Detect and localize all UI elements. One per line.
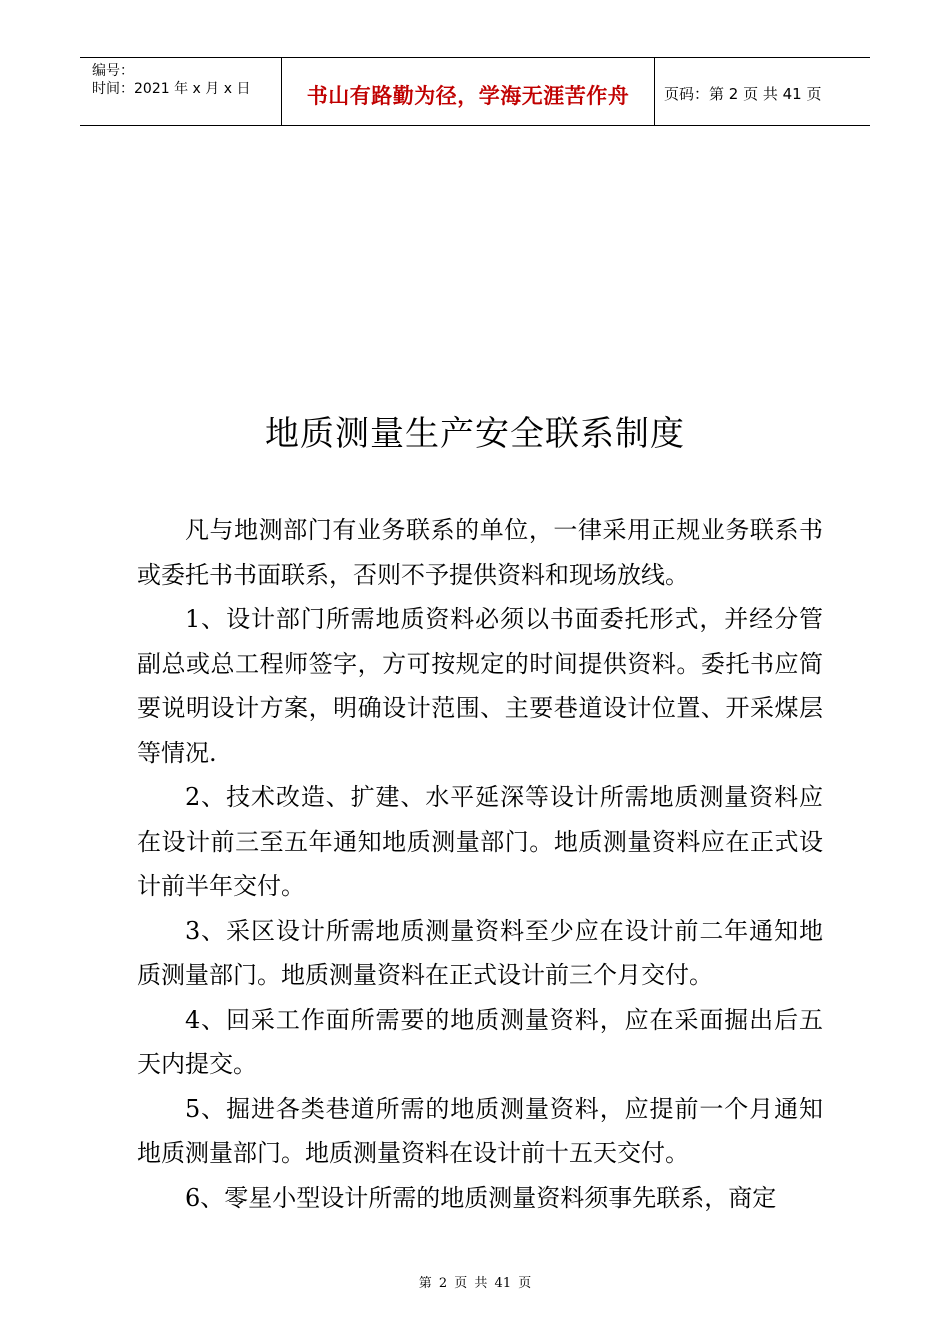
header-motto-cell — [281, 58, 655, 125]
paragraph-item-6: 6、零星小型设计所需的地质测量资料须事先联系，商定 — [185, 1183, 777, 1212]
page-header — [80, 57, 870, 126]
header-page-info: 页码：第 2 页 共 41 页 — [664, 85, 822, 103]
paragraph-item-1: 1、设计部门所需地质资料必须以书面委托形式，并经分管副总或总工程师签字，方可按规定的时间提供资料。委托书应简要说明设计方案，明确设计范围、主要巷道设计位置、开采煤层等情况. — [137, 605, 823, 767]
page-footer: 第 2 页 共 41 页 — [418, 1276, 532, 1291]
document-body — [137, 508, 823, 1220]
paragraph-item-4: 4、回采工作面所需要的地质测量资料，应在采面掘出后五天内提交。 — [137, 1005, 823, 1078]
header-motto: 书山有路勤为径，学海无涯苦作舟 — [306, 84, 630, 108]
paragraph-item-2: 2、技术改造、扩建、水平延深等设计所需地质测量资料应在设计前三至五年通知地质测量部门。地质测量资料应在正式设计前半年交付。 — [137, 783, 823, 900]
paragraph-intro: 凡与地测部门有业务联系的单位，一律采用正规业务联系书或委托书书面联系，否则不予提供资料和现场放线。 — [137, 516, 823, 589]
paragraph-item-3: 3、采区设计所需地质测量资料至少应在设计前二年通知地质测量部门。地质测量资料在正式设计前三个月交付。 — [137, 916, 823, 989]
document-time-label: 时间：2021 年 x 月 x 日 — [92, 81, 251, 97]
header-page-cell — [654, 58, 870, 125]
document-title: 地质测量生产安全联系制度 — [265, 414, 685, 454]
paragraph-item-5: 5、掘进各类巷道所需的地质测量资料，应提前一个月通知地质测量部门。地质测量资料在设计前十五天交付。 — [137, 1094, 823, 1167]
header-meta-cell — [80, 58, 280, 125]
document-number-label: 编号： — [92, 63, 134, 79]
